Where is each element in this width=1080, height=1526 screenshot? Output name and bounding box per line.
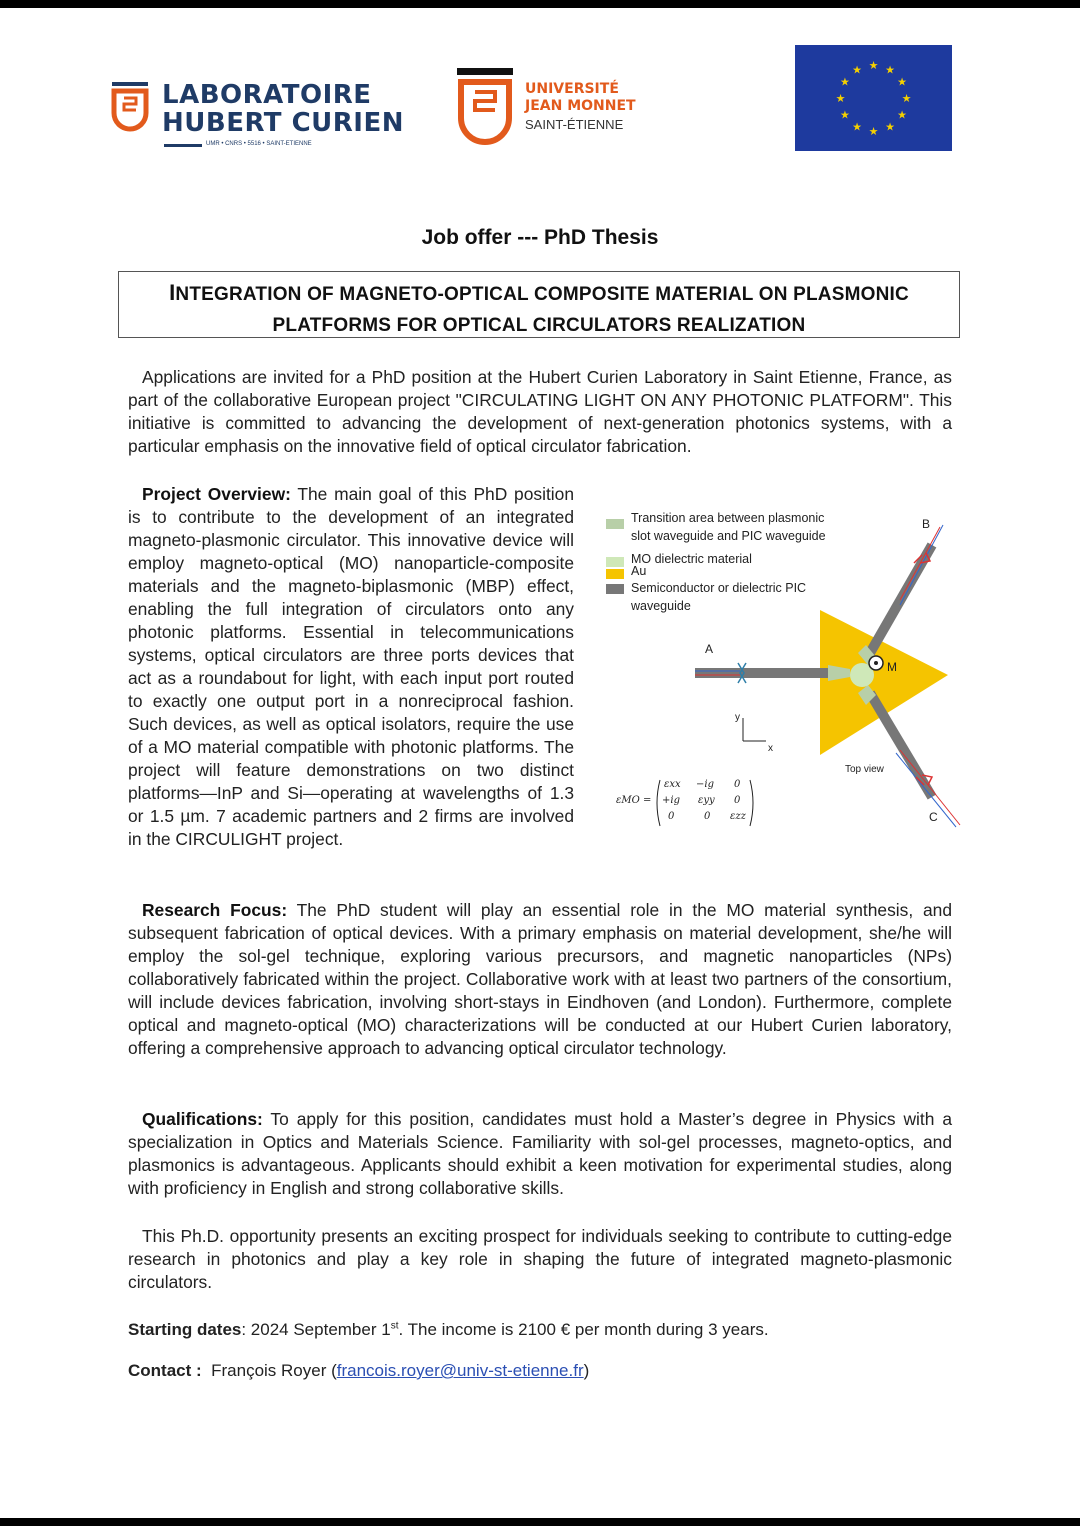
tensor-cell: 0	[734, 779, 741, 790]
research-text: The PhD student will play an essential role in the MO material synthesis, and subsequent fabrication of optical devices. With a primary emphasis on material development, she/he will employ the sol-gel technique, exploring various precursors, and magnetic nanoparticles (NPs) collaboratively fabricated within the project. Collaborative work with at least two partners of the consortium, will include devices fabrication, involving short-stays in Eindhoven (and London). Furthermore, complete optical and magneto-optical (MO) characterizations will be conducted at our Hubert Curien laboratory, offering a comprehensive approach to advancing optical circulator technology.	[128, 900, 952, 1058]
eu-star-icon: ★	[901, 93, 912, 105]
eu-star-icon: ★	[868, 126, 879, 138]
eu-star-icon: ★	[868, 60, 879, 72]
thesis-title-line2: PLATFORMS FOR OPTICAL CIRCULATORS REALIZATION	[272, 315, 806, 336]
eu-star-icon: ★	[885, 121, 895, 134]
eu-star-icon: ★	[852, 121, 862, 134]
starting-sup: st	[390, 1320, 399, 1332]
lhc-tagline: UMR • CNRS • 5516 • SAINT-ETIENNE	[206, 141, 312, 147]
top-view-label: Top view	[845, 764, 884, 775]
contact-label: Contact :	[128, 1361, 202, 1380]
ujm-name-line1: UNIVERSITÉ	[525, 81, 619, 97]
tensor-cell: εxx	[664, 779, 681, 790]
contact-line	[128, 1361, 589, 1381]
axis-y-label: y	[735, 712, 740, 723]
overview-text: The main goal of this PhD position is to contribute to the development of an integrated magneto-plasmonic circulator. This innovative device will employ magneto-optical (MO) nanoparticle-composite materials and the magneto-biplasmonic (MBP) effect, enabling the full integration of circulators onto any photonic platforms. Essential in telecommunications systems, optical circulators are three ports devices that act as a roundabout for light, with each input port routed to exactly one output port in a nonreciprocal fashion. Such devices, as well as optical isolators, require the use of a MO material compatible with photonic platforms. The project will feature demonstrations on two distinct platforms—InP and Si—operating at wavelengths of 1.3 or 1.5 µm. 7 academic partners and 2 firms are involved in the CIRCULIGHT project.	[128, 484, 575, 849]
ujm-logo	[455, 68, 645, 158]
starting-text-after: . The income is 2100 € per month during 3 years.	[398, 1320, 769, 1339]
tensor-cell: εzz	[730, 811, 746, 822]
eu-star-icon: ★	[839, 109, 850, 122]
lhc-tagline-rule	[164, 144, 202, 147]
legend-swatch-transition	[606, 519, 624, 529]
lhc-logo	[110, 80, 404, 155]
top-border	[0, 0, 1080, 8]
tensor-lhs: εMO =	[616, 795, 652, 806]
intro-paragraph: Applications are invited for a PhD position at the Hubert Curien Laboratory in Saint Etienne, France, as part of the collaborative European project "CIRCULATING LIGHT ON ANY PHOTONIC PLATFORM". This initiative is committed to advancing the development of next-generation photonics systems, with a particular emphasis on the innovative field of optical circulator fabrication.	[128, 367, 952, 456]
research-label: Research Focus:	[142, 900, 288, 920]
legend-transition: Transition area between plasmonic slot waveguide and PIC waveguide	[631, 511, 826, 543]
ujm-name-line2: JEAN MONNET	[525, 98, 636, 114]
lhc-name-line2: HUBERT CURIEN	[162, 108, 404, 138]
axis-x-label: x	[768, 743, 773, 754]
thesis-title-box	[118, 271, 960, 338]
eu-star-icon: ★	[897, 76, 908, 89]
bottom-border	[0, 1518, 1080, 1526]
circulator-diagram	[600, 505, 980, 835]
legend-swatch-au	[606, 569, 624, 579]
overview-paragraph	[128, 483, 574, 851]
port-b-label: B	[922, 517, 931, 531]
eu-stars	[795, 45, 952, 151]
eu-flag-icon	[795, 45, 952, 151]
waveguide-port-c	[870, 693, 932, 797]
legend-au: Au	[631, 564, 647, 578]
tensor-cell: +ig	[662, 795, 680, 806]
legend-mo: MO dielectric material	[631, 552, 752, 566]
qualifications-paragraph	[128, 1108, 952, 1200]
starting-text: : 2024 September 1	[241, 1320, 391, 1339]
ujm-emblem-icon	[455, 68, 515, 156]
legend-swatch-mo	[606, 557, 624, 567]
research-paragraph	[128, 899, 952, 1060]
ujm-name-line3: SAINT-ÉTIENNE	[525, 117, 624, 132]
closing-paragraph: This Ph.D. opportunity presents an exciting prospect for individuals seeking to contribute to cutting-edge research in photonics and play a key role in shaping the future of integrated magneto-plasmonic circulators.	[128, 1226, 952, 1292]
thesis-title-line1: INTEGRATION OF MAGNETO-OPTICAL COMPOSITE MATERIAL ON PLASMONIC	[169, 280, 909, 305]
contact-name: François Royer (	[211, 1361, 337, 1380]
lhc-emblem-icon	[110, 82, 152, 134]
eu-star-icon: ★	[885, 64, 895, 77]
qualifications-label: Qualifications:	[142, 1109, 263, 1129]
eu-star-icon: ★	[835, 93, 846, 105]
tensor-cell: εyy	[698, 795, 715, 806]
overview-label: Project Overview:	[142, 484, 291, 504]
tensor-cell: 0	[704, 811, 711, 822]
lhc-name-line1: LABORATOIRE	[162, 80, 372, 110]
qualifications-text: To apply for this position, candidates must hold a Master’s degree in Physics with a specialization in Optics and Materials Science. Familiarity with sol-gel processes, magneto-optics, and plasmonics is advantageous. Applicants should exhibit a keen motivation for experimental studies, along with proficiency in English and strong collaborative skills.	[128, 1109, 952, 1198]
tensor-cell: 0	[668, 811, 675, 822]
legend-swatch-pic	[606, 584, 624, 594]
eu-star-icon: ★	[839, 76, 850, 89]
eu-star-icon: ★	[897, 109, 908, 122]
tensor-cell: −ig	[696, 779, 714, 790]
starting-dates	[128, 1320, 769, 1340]
contact-email-link[interactable]: francois.royer@univ-st-etienne.fr	[336, 1361, 584, 1380]
page-heading: Job offer --- PhD Thesis	[421, 226, 659, 249]
magnet-label: M	[887, 660, 897, 674]
starting-label: Starting dates	[128, 1320, 242, 1339]
port-c-label: C	[929, 810, 938, 824]
port-a-label: A	[705, 642, 714, 656]
contact-close: )	[583, 1361, 590, 1380]
eu-star-icon: ★	[852, 64, 862, 77]
tensor-cell: 0	[734, 795, 741, 806]
legend-pic: Semiconductor or dielectric PIC waveguide	[631, 581, 807, 613]
